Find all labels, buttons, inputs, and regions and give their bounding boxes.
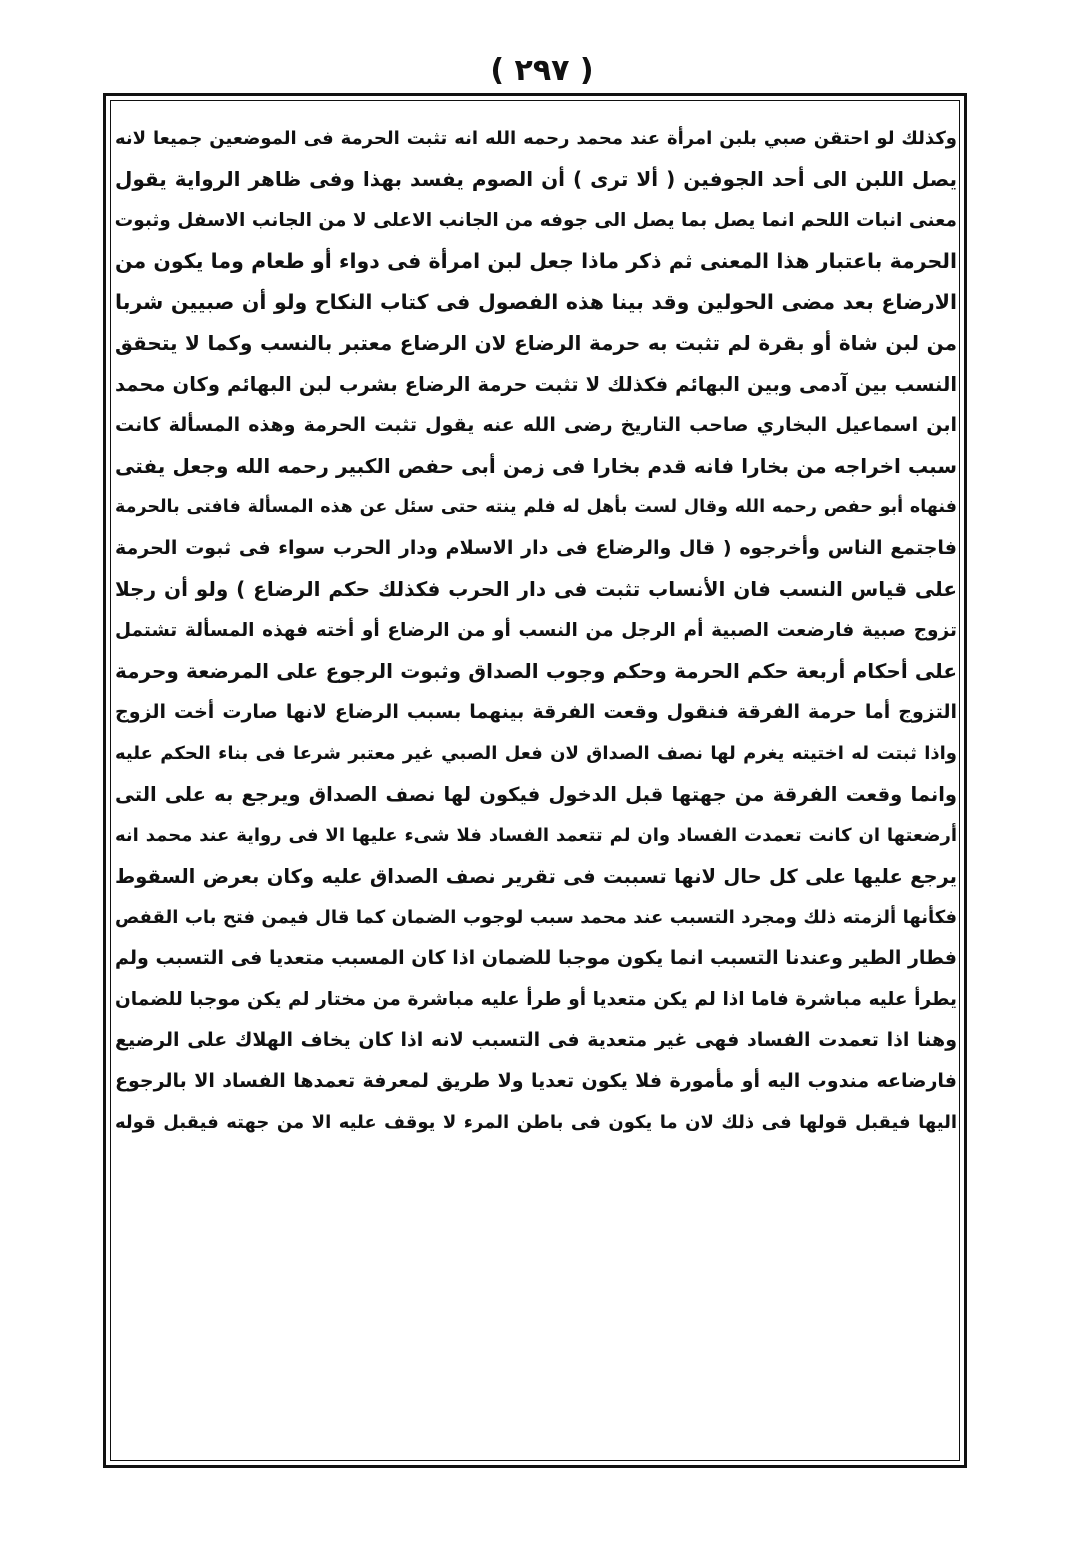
text-line: فارضاعه مندوب اليه أو مأمورة فلا يكون تعديا ولا طريق لمعرفة تعمدها الفساد الا بالرجوع [115, 1070, 957, 1092]
text-line: من لبن شاة أو بقرة لم تثبت به حرمة الرضاع لان الرضاع معتبر بالنسب وكما لا يتحقق [115, 331, 957, 355]
text-line: فنهاه أبو حفص رحمه الله وقال لست بأهل له فلم ينته حتى سئل عن هذه المسألة فافتى بالحرمة [115, 497, 957, 517]
text-line: فطار الطير وعندنا التسبب انما يكون موجبا للضمان اذا كان المسبب متعديا فى التسبب ولم [115, 947, 957, 969]
text-line: الحرمة باعتبار هذا المعنى ثم ذكر ماذا جعل لبن امرأة فى دواء أو طعام وما يكون من [115, 249, 957, 273]
page-number: ( ٢٩٧ ) [490, 53, 594, 88]
text-line: وكذلك لو احتقن صبي بلبن امرأة عند محمد رحمه الله انه تثبت الحرمة فى الموضعين جميعا لانه [115, 128, 957, 149]
text-line: يرجع عليها على كل حال لانها تسببت فى تقرير نصف الصداق عليه وكان بعرض السقوط [115, 865, 957, 888]
text-line: واذا ثبتت له اختيته يغرم لها نصف الصداق لان فعل الصبي غير معتبر شرعا فى بناء الحكم عليه [115, 743, 957, 764]
text-line: وهنا اذا تعمدت الفساد فهى غير متعدية فى التسبب لانه اذا كان يخاف الهلاك على الرضيع [115, 1029, 957, 1051]
text-line: يطرأ عليه مباشرة فاما اذا لم يكن متعديا أو طرأ عليه مباشرة من مختار لم يكن موجبا للضمان [115, 989, 957, 1010]
text-line: على قياس النسب فان الأنساب تثبت فى دار الحرب فكذلك حكم الرضاع ) ولو أن رجلا [115, 577, 957, 601]
text-line: الارضاع بعد مضى الحولين وقد بينا هذه الفصول فى كتاب النكاح ولو أن صبيين شربا [115, 290, 957, 314]
text-line: على أحكام أربعة حكم الحرمة وحكم وجوب الصداق وثبوت الرجوع على المرضعة وحرمة [115, 659, 957, 683]
text-line: سبب اخراجه من بخارا فانه قدم بخارا فى زمن أبى حفص الكبير رحمه الله وجعل يفتى [115, 454, 957, 478]
text-line: أرضعتها ان كانت تعمدت الفساد وان لم تتعمد الفساد فلا شىء عليها الا فى رواية عند محمد انه [115, 825, 957, 846]
text-line: النسب بين آدمى وبين البهائم فكذلك لا تثبت حرمة الرضاع بشرب لبن البهائم وكان محمد [115, 373, 957, 396]
text-line: يصل اللبن الى أحد الجوفين ( ألا ترى ) أن الصوم يفسد بهذا وفى ظاهر الرواية يقول [115, 167, 957, 191]
body-text [115, 118, 957, 1143]
text-line: معنى انبات اللحم انما يصل بما يصل الى جوفه من الجانب الاعلى لا من الجانب الاسفل وثبوت [115, 210, 957, 231]
text-line: فكأنها ألزمته ذلك ومجرد التسبب عند محمد سبب لوجوب الضمان كما قال فيمن فتح باب القفص [115, 907, 957, 928]
text-line: ابن اسماعيل البخاري صاحب التاريخ رضى الله عنه يقول تثبت الحرمة وهذه المسألة كانت [115, 414, 957, 436]
text-line: اليها فيقبل قولها فى ذلك لان ما يكون فى باطن المرء لا يوقف عليه الا من جهته فيقبل قوله [115, 1112, 957, 1133]
text-line: التزوج أما حرمة الفرقة فنقول وقعت الفرقة بينهما بسبب الرضاع لانها صارت أخت الزوج [115, 701, 957, 723]
text-line: تزوج صبية فارضعت الصبية أم الرجل من النسب أو من الرضاع أو أخته فهذه المسألة تشتمل [115, 620, 957, 641]
text-line: وانما وقعت الفرقة من جهتها قبل الدخول فيكون لها نصف الصداق ويرجع به على التى [115, 783, 957, 806]
text-line: فاجتمع الناس وأخرجوه ( قال والرضاع فى دار الاسلام ودار الحرب سواء فى ثبوت الحرمة [115, 537, 957, 559]
